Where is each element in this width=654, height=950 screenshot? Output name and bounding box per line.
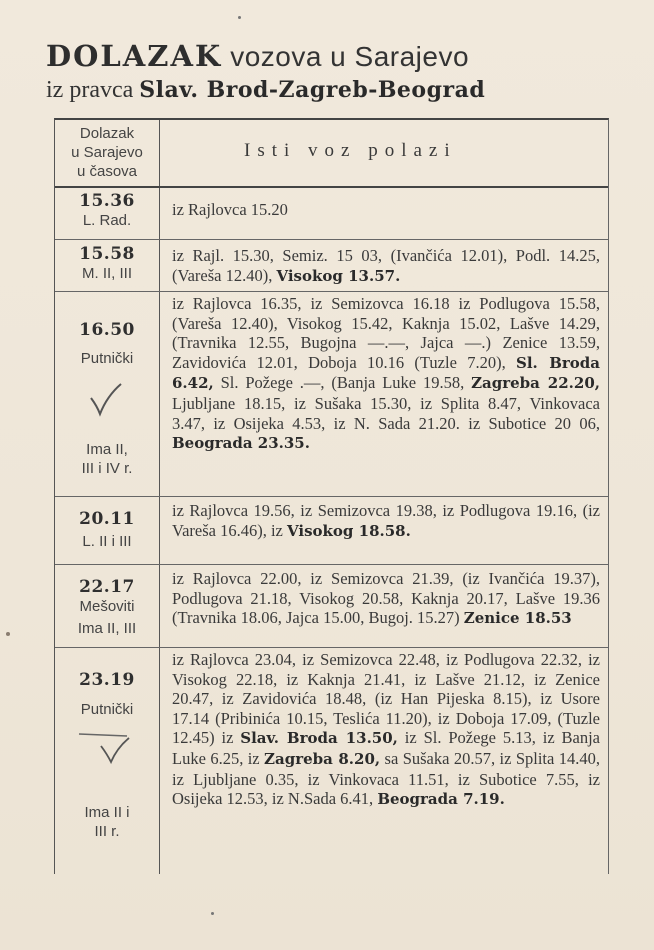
page-header — [46, 38, 626, 105]
station-times: iz Rajlovca 15.20 — [172, 200, 288, 219]
station-times: iz Rajlovca 22.00, iz Semizovca 21.39, (iz Ivančića 19.37), Podlugova 21.18, Visokog 20.58, Kaknja 20.17, Lašve 19.36 (Travnika 18.06, Jajca 15.00, Bugoj. 15.27) — [172, 569, 600, 628]
timetable — [54, 118, 609, 874]
class-info: III r. — [94, 823, 120, 840]
paper-speck — [211, 912, 214, 915]
paper-speck — [238, 16, 241, 19]
class-info: Ima II, III — [77, 620, 137, 637]
station-times: iz Rajlovca 23.04, iz Semizovca 22.48, iz Podlugova 22.32, iz Visokog 22.18, iz Kaknja 21.41, iz Lašve 21.12, iz Zenice 20.47, iz Zavidovića 18.48, (iz Han Pijeska 8.15), iz Usore 17.14 (Pribinića 10.15, Teslića 11.20), iz Doboja 17.09, (Tuzle 12.45) iz — [172, 650, 600, 748]
station-times: iz Rajl. 15.30, Semiz. 15 03, (Ivančića 12.01), Podl. 14.25, (Vareša 12.40), — [172, 246, 600, 285]
bold-station-time: Slav. Broda 13.50, — [240, 729, 398, 748]
header-arrival-line: u časova — [76, 163, 138, 180]
arrival-cell — [55, 292, 160, 496]
arrival-cell — [55, 240, 160, 291]
class-info: Ima II, — [86, 441, 128, 458]
bold-station-time: Visokog 13.57. — [276, 266, 401, 285]
arrival-time: 16.50 — [79, 320, 135, 340]
arrival-time: 23.19 — [79, 670, 135, 690]
train-type: L. Rad. — [82, 212, 132, 229]
bold-station-time: Zagreba 8.20, — [264, 749, 381, 768]
class-info: Ima II i — [84, 804, 130, 821]
class-info: III i IV r. — [81, 460, 133, 477]
header-arrival-line: u Sarajevo — [71, 144, 143, 161]
table-row — [55, 292, 608, 497]
header-departure-column: Isti voz polazi — [244, 140, 457, 161]
train-type: L. II i III — [82, 533, 132, 550]
station-times: iz Rajlovca 19.56, iz Semizovca 19.38, iz Podlugova 19.16, (iz Vareša 16.46), iz — [172, 501, 600, 540]
arrival-time: 22.17 — [79, 577, 135, 597]
subtitle-bold: Slav. Brod-Zagreb-Beograd — [139, 77, 486, 103]
bold-station-time: Visokog 18.58. — [287, 521, 411, 540]
station-times: Ljubljane 18.15, iz Sušaka 15.30, iz Splita 8.47, Vinkovaca 3.47, iz Osijeka 4.53, iz N. Sada 21.20. iz Subotice 20 06, — [172, 393, 600, 433]
page-title — [46, 38, 626, 75]
subtitle-normal: iz pravca — [46, 77, 134, 103]
timetable-header — [55, 120, 608, 188]
title-bold: DOLAZAK — [46, 39, 223, 73]
departure-info — [160, 240, 608, 291]
handwritten-check-mark — [77, 730, 133, 770]
arrival-time: 15.36 — [79, 191, 135, 211]
departure-info — [160, 188, 608, 239]
train-type: Mešoviti — [79, 598, 135, 615]
departure-info — [160, 648, 608, 874]
departure-info — [160, 497, 608, 564]
train-type: Putnički — [80, 350, 134, 367]
arrival-cell — [55, 565, 160, 647]
arrival-cell — [55, 497, 160, 564]
departure-info — [160, 565, 608, 647]
table-row — [55, 497, 608, 565]
table-row — [55, 188, 608, 240]
arrival-time: 20.11 — [79, 509, 135, 529]
station-times: Sl. Požege .—, (Banja Luke 19.58, — [213, 373, 472, 393]
header-arrival-line: Dolazak — [79, 125, 135, 142]
station-times: iz Sl. Požege 5.13, iz Banja Luke 6.25, iz — [172, 728, 601, 768]
paper-speck — [6, 632, 10, 636]
arrival-time: 15.58 — [79, 244, 135, 264]
bold-station-time: Beograda 7.19. — [377, 790, 505, 809]
departure-info — [160, 292, 608, 496]
bold-station-time: Zagreba 22.20, — [471, 374, 601, 393]
table-row — [55, 565, 608, 648]
arrival-cell — [55, 648, 160, 874]
station-times: iz Rajlovca 16.35, iz Semizovca 16.18 iz Podlugova 15.58, (Vareša 12.40), Visokog 15.42, Kaknja 15.02, Lašve 14.29, (Travnika 12.55, Bugojna —.—, Jajca —.) Zenice 13.59, Zavidovića 12.01, Doboja 10.16 (Tuzle 7.20), — [172, 294, 600, 372]
station-times: sa Sušaka 20.57, iz Splita 14.40, iz Ljubljane 0.35, iz Vinkovaca 11.51, iz Subotice 7.55, iz Osijeka 12.53, iz N.Sada 6.41, — [172, 748, 600, 809]
table-row — [55, 648, 608, 874]
train-type: Putnički — [80, 701, 134, 718]
train-type: M. II, III — [81, 265, 132, 282]
bold-station-time: Sl. Broda 6.42, — [172, 353, 600, 393]
header-arrival-column — [55, 120, 160, 186]
table-row — [55, 240, 608, 292]
bold-station-time: Zenice 18.53 — [463, 609, 572, 628]
handwritten-check-mark — [87, 382, 125, 422]
bold-station-time: Beograda 23.35. — [172, 434, 310, 453]
title-rest: vozova u Sarajevo — [230, 41, 470, 72]
arrival-cell — [55, 188, 160, 239]
page-subtitle — [46, 75, 626, 105]
